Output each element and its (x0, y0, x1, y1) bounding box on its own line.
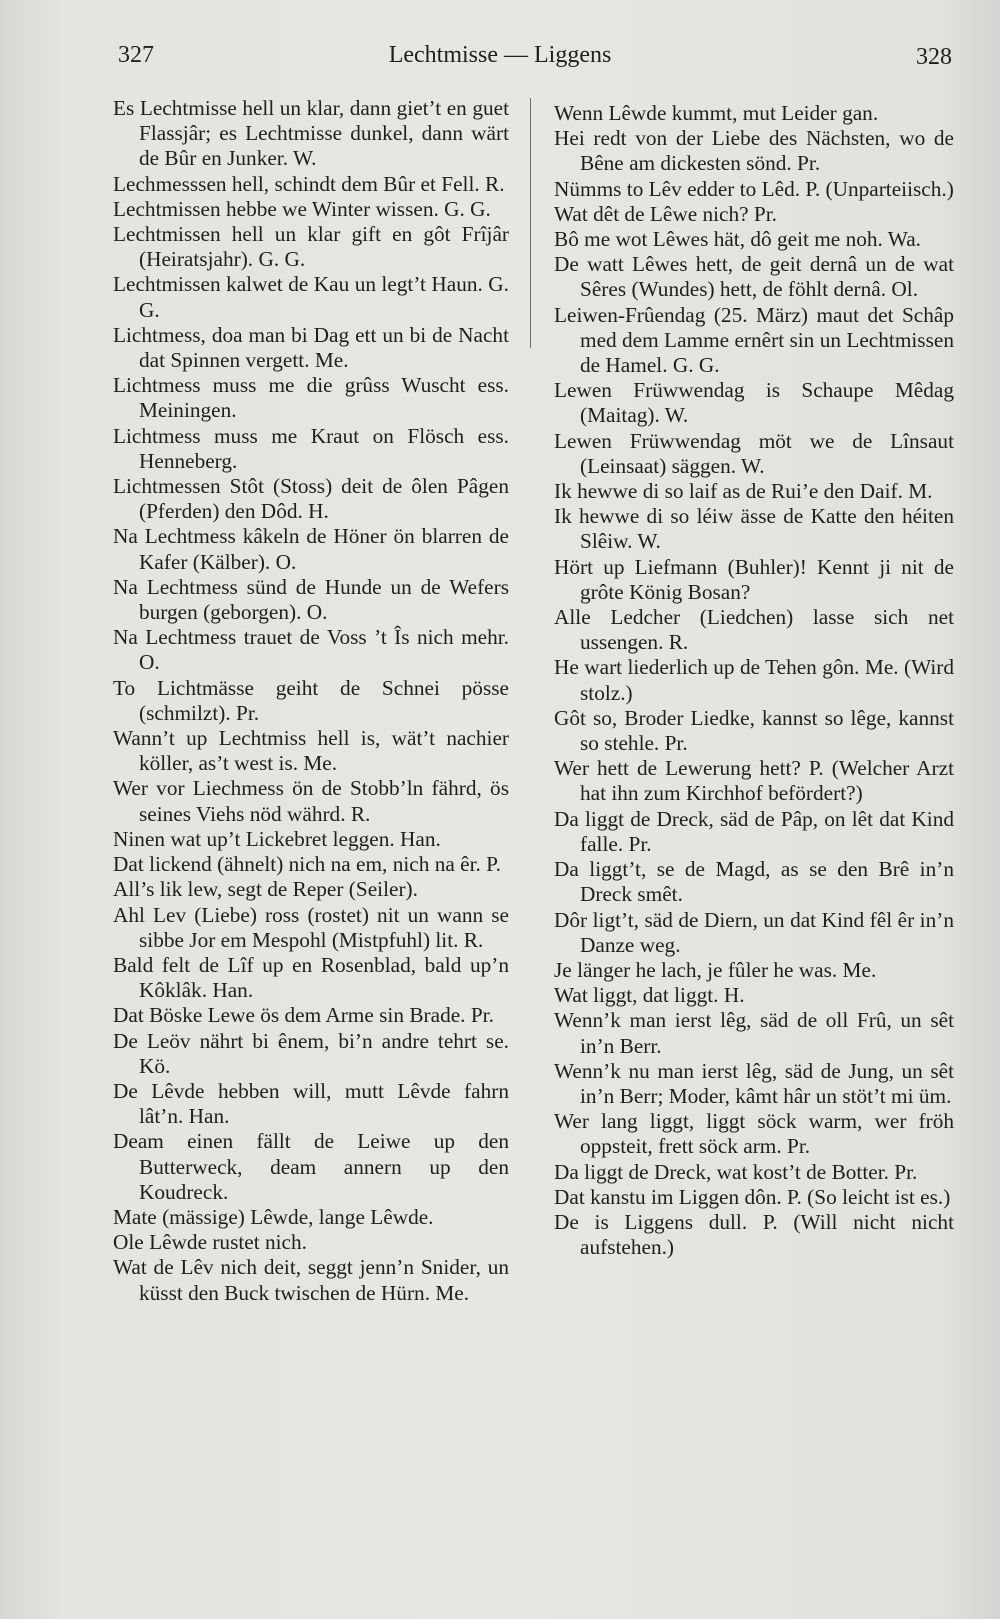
proverb-entry: Lichtmess, doa man bi Dag ett un bi de Nacht dat Spinnen vergett. Me. (113, 322, 509, 373)
proverb-entry: Mate (mässige) Lêwde, lange Lêwde. (113, 1204, 434, 1229)
page-header (0, 38, 1000, 78)
proverb-entry: Ik hewwe di so laif as de Rui’e den Daif. M. (554, 479, 933, 504)
proverb-entry: All’s lik lew, segt de Reper (Seiler). (113, 877, 418, 902)
proverb-entry: Deam einen fällt de Leiwe up den Butterweck, deam annern up den Koudreck. (113, 1129, 509, 1204)
running-title: Lechtmisse — Liggens (388, 42, 612, 68)
page-number-right: 328 (916, 44, 952, 70)
proverb-entry: Gôt so, Broder Liedke, kannst so lêge, kannst so stehle. Pr. (554, 705, 954, 756)
proverb-entry: Lichtmessen Stôt (Stoss) deit de ôlen Pâgen (Pferden) den Dôd. H. (113, 474, 509, 524)
proverb-entry: De Leöv nährt bi ênem, bi’n andre tehrt se. Kö. (113, 1028, 509, 1078)
proverb-entry: Da liggt de Dreck, säd de Pâp, on lêt dat Kind falle. Pr. (554, 806, 954, 856)
proverb-entry: Wann’t up Lechtmiss hell is, wät’t nachier köller, as’t west is. Me. (113, 726, 509, 776)
proverb-entry: Leiwen-Frûendag (25. März) maut det Schâp med dem Lamme ernêrt sin un Lechtmissen de Hamel. G. G. (554, 302, 954, 378)
proverb-entry: Es Lechtmisse hell un klar, dann giet’t en guet Flassjâr; es Lechtmisse dunkel, dann wärt de Bûr en Junker. W. (113, 96, 509, 171)
proverb-entry: De Lêvde hebben will, mutt Lêvde fahrn lât’n. Han. (113, 1078, 509, 1129)
proverb-entry: Ninen wat up’t Lickebret leggen. Han. (113, 826, 441, 851)
proverb-entry: Ahl Lev (Liebe) ross (rostet) nit un wann se sibbe Jor em Mespohl (Mistpfuhl) lit. R. (113, 902, 509, 952)
proverb-entry: Dat lickend (ähnelt) nich na em, nich na êr. P. (113, 852, 501, 877)
proverb-entry: De is Liggens dull. P. (Will nicht nicht aufstehen.) (554, 1209, 954, 1260)
proverb-entry: Ole Lêwde rustet nich. (113, 1230, 307, 1255)
proverb-entry: Lechtmissen hebbe we Winter wissen. G. G. (113, 196, 491, 221)
proverb-entry: Wenn Lêwde kummt, mut Leider gan. (554, 101, 879, 125)
proverb-entry: Dat Böske Lewe ös dem Arme sin Brade. Pr. (113, 1003, 494, 1028)
proverb-entry: Na Lechtmess sünd de Hunde un de Wefers burgen (geborgen). O. (113, 574, 509, 625)
proverb-entry: Hört up Liefmann (Buhler)! Kennt ji nit de grôte König Bosan? (554, 554, 954, 604)
proverb-entry: Wenn’k man ierst lêg, säd de oll Frû, un sêt in’n Berr. (554, 1008, 954, 1058)
proverb-entry: Da liggt de Dreck, wat kost’t de Botter. Pr. (554, 1159, 918, 1184)
proverb-entry: Wat dêt de Lêwe nich? Pr. (554, 201, 778, 226)
proverb-entry: Nümms to Lêv edder to Lêd. P. (Unparteiisch.) (554, 176, 954, 201)
proverb-entry: Dôr ligt’t, säd de Diern, un dat Kind fêl êr in’n Danze weg. (554, 907, 954, 957)
proverb-entry: Wat liggt, dat liggt. H. (554, 983, 745, 1008)
proverb-entry: Bô me wot Lêwes hät, dô geit me noh. Wa. (554, 227, 921, 252)
proverb-entry: Wat de Lêv nich deit, seggt jenn’n Snider, un küsst den Buck twischen de Hürn. Me. (113, 1255, 509, 1305)
proverb-entry: Da liggt’t, se de Magd, as se den Brê in’n Dreck smêt. (554, 857, 954, 907)
proverb-entry: Bald felt de Lîf up en Rosenblad, bald up’n Kôklâk. Han. (113, 952, 509, 1003)
page-number-left: 327 (118, 42, 154, 68)
proverb-entry: He wart liederlich up de Tehen gôn. Me. (Wird stolz.) (554, 655, 954, 705)
proverb-entry: Lechtmissen hell un klar gift en gôt Frîjâr (Heiratsjahr). G. G. (113, 222, 509, 272)
proverb-entry: Hei redt von der Liebe des Nächsten, wo de Bêne am dickesten sönd. Pr. (554, 126, 954, 176)
column-divider (530, 98, 531, 348)
right-column (554, 101, 954, 1260)
proverb-entry: Wenn’k nu man ierst lêg, säd de Jung, un sêt in’n Berr; Moder, kâmt hâr un stöt’t mi üm. (554, 1058, 954, 1108)
proverb-entry: Lewen Früwwendag möt we de Lînsaut (Leinsaat) säggen. W. (554, 428, 954, 478)
proverb-entry: Lechtmissen kalwet de Kau un legt’t Haun. G. G. (113, 272, 509, 322)
proverb-entry: Lewen Früwwendag is Schaupe Mêdag (Maitag). W. (554, 378, 954, 428)
proverb-entry: De watt Lêwes hett, de geit dernâ un de wat Sêres (Wundes) hett, de föhlt dernâ. Ol. (554, 252, 954, 302)
proverb-entry: Na Lechtmess trauet de Voss ’t Îs nich mehr. O. (113, 625, 509, 675)
proverb-entry: Je länger he lach, je fûler he was. Me. (554, 957, 877, 982)
left-column (113, 96, 509, 1306)
proverb-entry: Lechmesssen hell, schindt dem Bûr et Fell. R. (113, 171, 505, 196)
proverb-entry: Lichtmess muss me Kraut on Flösch ess. Henneberg. (113, 423, 509, 473)
proverb-entry: Wer vor Liechmess ön de Stobb’ln fährd, ös seines Viehs nöd währd. R. (113, 776, 509, 826)
proverb-entry: Alle Ledcher (Liedchen) lasse sich net ussengen. R. (554, 605, 954, 655)
proverb-entry: Dat kanstu im Liggen dôn. P. (So leicht ist es.) (554, 1184, 951, 1209)
proverb-entry: To Lichtmässe geiht de Schnei pösse (schmilzt). Pr. (113, 675, 509, 725)
proverb-entry: Na Lechtmess kâkeln de Höner ön blarren de Kafer (Kälber). O. (113, 524, 509, 574)
proverb-entry: Wer hett de Lewerung hett? P. (Welcher Arzt hat ihn zum Kirchhof befördert?) (554, 756, 954, 806)
proverb-entry: Wer lang liggt, liggt söck warm, wer fröh oppsteit, frett söck arm. Pr. (554, 1109, 954, 1159)
proverb-entry: Lichtmess muss me die grûss Wuscht ess. Meiningen. (113, 373, 509, 423)
proverb-entry: Ik hewwe di so léiw ässe de Katte den héiten Slêiw. W. (554, 504, 954, 554)
